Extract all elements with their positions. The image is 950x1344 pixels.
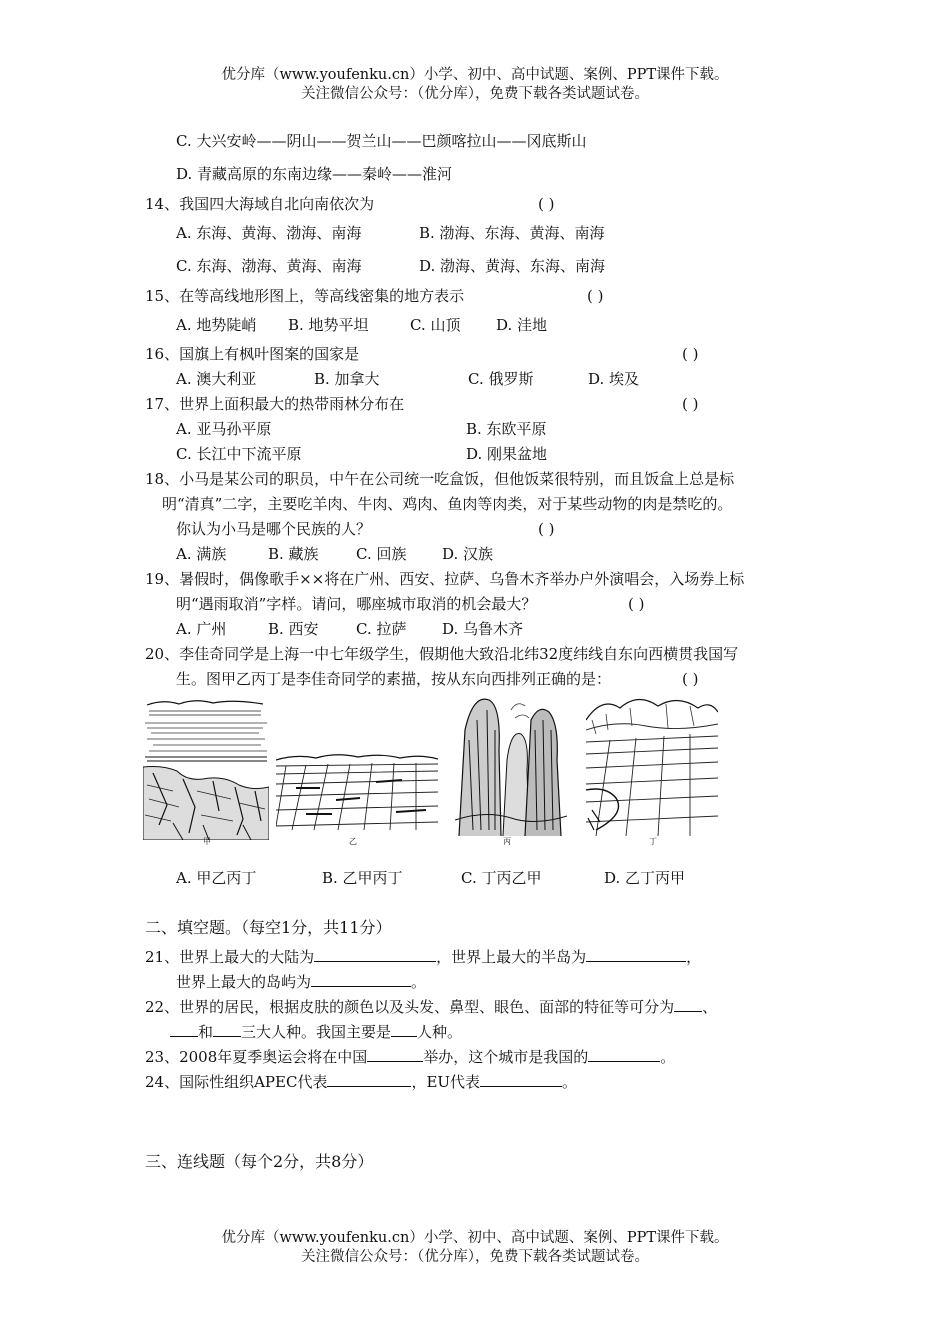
sketch-yi-image: [276, 752, 438, 832]
header-line-2: 关注微信公众号：（优分库），免费下载各类试题试卷。: [301, 86, 649, 102]
q22-blank-race-3: [213, 1022, 241, 1037]
sketch-ding-image: [586, 690, 718, 836]
q16-option-a: A. 澳大利亚: [176, 370, 257, 388]
q21-blank-peninsula: [586, 947, 686, 962]
q17-option-d: D. 刚果盆地: [466, 445, 548, 463]
q18-stem-line-3: 你认为小马是哪个民族的人？: [176, 520, 372, 538]
q16-answer-paren: ( ): [682, 345, 699, 363]
q23-blank-city: [367, 1047, 423, 1062]
q19-stem-line-1: 19、暑假时，偶像歌手××将在广州、西安、拉萨、乌鲁木齐举办户外演唱会，入场券上标: [145, 570, 745, 588]
q23-text-b: 举办，这个城市是我国的: [423, 1048, 589, 1066]
q18-answer-paren: ( ): [538, 520, 555, 538]
q19-answer-paren: ( ): [628, 595, 645, 613]
q17-option-b: B. 东欧平原: [466, 420, 547, 438]
q17-option-c: C. 长江中下流平原: [176, 445, 302, 463]
q13-option-c: C. 大兴安岭——阴山——贺兰山——巴颜喀拉山——冈底斯山: [176, 132, 587, 150]
q22-blank-china-race: [391, 1022, 417, 1037]
q17-option-a: A. 亚马孙平原: [176, 420, 272, 438]
q24-line: [145, 1071, 577, 1093]
q22-text-c: 和: [198, 1023, 214, 1041]
q19-option-d: D. 乌鲁木齐: [442, 620, 524, 638]
q21-line-1: [145, 946, 701, 968]
q20-stem-line-1: 20、李佳奇同学是上海一中七年级学生，假期他大致沿北纬32度纬线自东向西横贯我国写: [145, 645, 739, 663]
q22-text-a: 22、世界的居民，根据皮肤的颜色以及头发、鼻型、眼色、面部的特征等可分为: [145, 998, 675, 1016]
q17-stem: 17、世界上面积最大的热带雨林分布在: [145, 395, 405, 413]
q15-answer-paren: ( ): [587, 287, 604, 305]
q23-line: [145, 1046, 675, 1068]
q21-text-d: 世界上最大的岛屿为: [176, 973, 312, 991]
q20-option-b: B. 乙甲丙丁: [322, 869, 403, 887]
q15-option-d: D. 洼地: [496, 316, 548, 334]
q18-option-a: A. 满族: [176, 545, 227, 563]
q24-text-a: 24、国际性组织APEC代表: [145, 1073, 328, 1091]
q15-option-b: B. 地势平坦: [288, 316, 369, 334]
q18-option-c: C. 回族: [356, 545, 407, 563]
sketch-jia-image: [143, 695, 269, 840]
q21-text-e: 。: [411, 973, 427, 991]
q16-option-c: C. 俄罗斯: [468, 370, 534, 388]
section-3-title: 三、连线题（每个2分，共8分）: [145, 1152, 374, 1171]
sketch-ding-caption: 丁: [649, 837, 657, 846]
q15-stem: 15、在等高线地形图上，等高线密集的地方表示: [145, 287, 465, 305]
q16-stem: 16、国旗上有枫叶图案的国家是: [145, 345, 360, 363]
q20-option-a: A. 甲乙丙丁: [176, 869, 257, 887]
q16-option-d: D. 埃及: [588, 370, 640, 388]
q18-option-b: B. 藏族: [268, 545, 319, 563]
q18-stem-line-1: 18、小马是某公司的职员，中午在公司统一吃盒饭，但他饭菜很特别，而且饭盒上总是标: [145, 470, 735, 488]
q13-option-d: D. 青藏高原的东南边缘——秦岭——淮河: [176, 165, 453, 183]
q24-text-b: ，EU代表: [411, 1073, 481, 1091]
q20-stem-line-2: 生。图甲乙丙丁是李佳奇同学的素描，按从东向西排列正确的是：: [176, 670, 612, 688]
q24-text-c: 。: [562, 1073, 578, 1091]
q19-option-c: C. 拉萨: [356, 620, 407, 638]
q21-text-a: 21、世界上最大的大陆为: [145, 948, 315, 966]
q21-text-b: ，世界上最大的半岛为: [436, 948, 587, 966]
section-2-title: 二、填空题。（每空1分，共11分）: [145, 918, 392, 937]
sketch-jia-caption: 甲: [203, 837, 211, 846]
q24-blank-eu: [480, 1072, 562, 1087]
q18-stem-line-2: 明“清真”二字，主要吃羊肉、牛肉、鸡肉、鱼肉等肉类，对于某些动物的肉是禁吃的。: [162, 495, 733, 513]
q20-answer-paren: ( ): [682, 670, 699, 688]
q15-option-c: C. 山顶: [410, 316, 461, 334]
q14-answer-paren: ( ): [538, 195, 555, 213]
q14-stem: 14、我国四大海域自北向南依次为: [145, 195, 375, 213]
q23-text-c: 。: [660, 1048, 676, 1066]
sketch-yi-caption: 乙: [349, 837, 357, 846]
q19-option-b: B. 西安: [268, 620, 319, 638]
footer-line-1: 优分库（www.youfenku.cn）小学、初中、高中试题、案例、PPT课件下载。: [221, 1230, 729, 1246]
q22-blank-race-2: [170, 1022, 198, 1037]
q22-text-e: 人种。: [417, 1023, 463, 1041]
sketch-bing-caption: 丙: [503, 837, 511, 846]
q17-answer-paren: ( ): [682, 395, 699, 413]
q22-line-1: [145, 996, 717, 1018]
q22-text-b: 、: [702, 998, 718, 1016]
q21-line-2: [176, 971, 426, 993]
q20-option-c: C. 丁丙乙甲: [461, 869, 542, 887]
q22-line-2: [170, 1021, 462, 1043]
q14-option-a: A. 东海、黄海、渤海、南海: [176, 224, 362, 242]
q21-blank-continent: [314, 947, 436, 962]
q19-option-a: A. 广州: [176, 620, 227, 638]
q20-option-d: D. 乙丁丙甲: [604, 869, 686, 887]
sketch-bing-image: [455, 690, 567, 838]
q14-option-b: B. 渤海、东海、黄海、南海: [419, 224, 605, 242]
header-line-1: 优分库（www.youfenku.cn）小学、初中、高中试题、案例、PPT课件下载。: [221, 67, 729, 83]
q22-text-d: 三大人种。我国主要是: [241, 1023, 392, 1041]
q14-option-c: C. 东海、渤海、黄海、南海: [176, 257, 362, 275]
q16-option-b: B. 加拿大: [314, 370, 380, 388]
q21-blank-island: [311, 972, 411, 987]
q18-option-d: D. 汉族: [442, 545, 494, 563]
q23-text-a: 23、2008年夏季奥运会将在中国: [145, 1048, 368, 1066]
q22-blank-race-1: [674, 997, 702, 1012]
q14-option-d: D. 渤海、黄海、东海、南海: [419, 257, 606, 275]
q19-stem-line-2: 明“遇雨取消”字样。请问，哪座城市取消的机会最大？: [176, 595, 537, 613]
q15-option-a: A. 地势陡峭: [176, 316, 257, 334]
q23-blank-status: [588, 1047, 660, 1062]
q24-blank-apec: [327, 1072, 411, 1087]
q21-text-c: ，: [686, 948, 702, 966]
footer-line-2: 关注微信公众号：（优分库），免费下载各类试题试卷。: [301, 1249, 649, 1265]
